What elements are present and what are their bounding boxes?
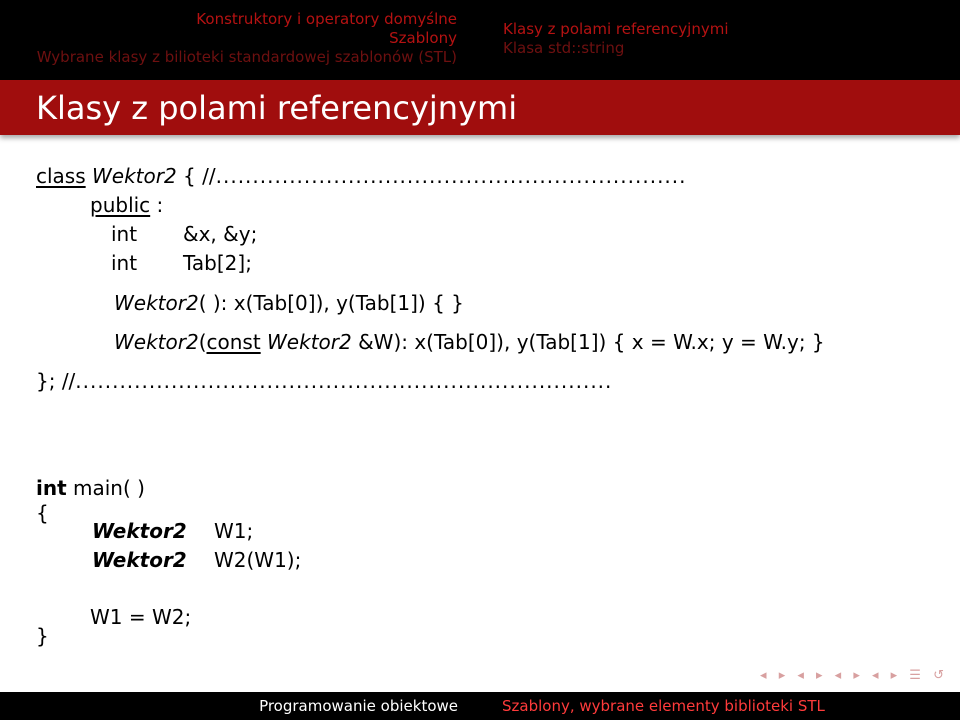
code-text: }; // bbox=[36, 369, 76, 393]
nav-section-constructors[interactable]: Konstruktory i operatory domyślne bbox=[196, 10, 457, 28]
type-name: Wektor2 bbox=[114, 291, 199, 315]
code-line-array-field bbox=[111, 251, 137, 275]
header-bar bbox=[0, 0, 960, 80]
code-text: Tab[2]; bbox=[183, 251, 252, 275]
footer-bar bbox=[0, 692, 960, 720]
code-line-main bbox=[36, 476, 145, 500]
code-line-default-ctor bbox=[114, 291, 464, 315]
frame-title: Klasy z polami referencyjnymi bbox=[36, 89, 518, 127]
keyword-int: int bbox=[111, 251, 138, 275]
type-name: Wektor2 bbox=[92, 164, 177, 188]
code-line-copy-ctor bbox=[114, 330, 825, 354]
code-line-class bbox=[36, 164, 687, 188]
section-nav-left bbox=[37, 10, 457, 67]
type-name: Wektor2 bbox=[92, 519, 187, 543]
keyword-public: public bbox=[90, 193, 151, 217]
keyword-class: class bbox=[36, 164, 86, 188]
code-text: : bbox=[150, 193, 164, 217]
nav-subsection-reference-fields[interactable]: Klasy z polami referencyjnymi bbox=[503, 20, 729, 38]
code-text: { bbox=[36, 501, 49, 525]
code-text: W1 = W2; bbox=[90, 605, 192, 629]
code-line-ref-fields-names bbox=[183, 222, 257, 246]
footer-right bbox=[480, 692, 960, 720]
keyword-const: const bbox=[206, 330, 261, 354]
footer-course-title: Programowanie obiektowe bbox=[259, 697, 458, 715]
keyword-int: int bbox=[36, 476, 67, 500]
beamer-navigation-icons[interactable]: ◂ ▸ ◂ ▸ ◂ ▸ ◂ ▸ ☰ ↺ bbox=[760, 668, 948, 683]
nav-section-templates[interactable]: Szablony bbox=[389, 29, 457, 47]
footer-lecture-title: Szablony, wybrane elementy biblioteki STL bbox=[502, 697, 825, 715]
code-line-assign bbox=[90, 605, 191, 629]
nav-section-stl[interactable]: Wybrane klasy z bilioteki standardowej szablonów (STL) bbox=[36, 48, 457, 66]
code-line-w2-type bbox=[92, 548, 187, 572]
code-text: { // bbox=[176, 164, 216, 188]
code-line-close-brace bbox=[36, 624, 49, 648]
code-line-open-brace bbox=[36, 501, 49, 525]
nav-subsection-string[interactable]: Klasa std::string bbox=[503, 39, 625, 57]
type-name: Wektor2 bbox=[92, 548, 187, 572]
code-line-class-end bbox=[36, 369, 612, 393]
comment-dots: ......................................................................... bbox=[75, 369, 613, 393]
code-text: &x, &y; bbox=[183, 222, 258, 246]
code-text: W2(W1); bbox=[214, 548, 302, 572]
keyword-int: int bbox=[111, 222, 138, 246]
type-name: Wektor2 bbox=[267, 330, 352, 354]
code-line-array-field-name bbox=[183, 251, 252, 275]
comment-dots: ................................................................ bbox=[215, 164, 687, 188]
type-name: Wektor2 bbox=[114, 330, 199, 354]
code-text: ( ): x(Tab[0]), y(Tab[1]) { } bbox=[198, 291, 464, 315]
code-line-w1-decl bbox=[214, 519, 253, 543]
code-text: } bbox=[36, 624, 49, 648]
code-text: W1; bbox=[214, 519, 254, 543]
code-line-w2-decl bbox=[214, 548, 301, 572]
footer-left bbox=[0, 692, 480, 720]
code-line-ref-fields bbox=[111, 222, 137, 246]
code-text: &W): x(Tab[0]), y(Tab[1]) { x = W.x; y = W.y; } bbox=[351, 330, 825, 354]
code-line-public bbox=[90, 193, 163, 217]
code-text: main( ) bbox=[73, 476, 145, 500]
subsection-nav-right bbox=[503, 20, 729, 58]
code-text: ( bbox=[198, 330, 207, 354]
code-line-w1-type bbox=[92, 519, 187, 543]
